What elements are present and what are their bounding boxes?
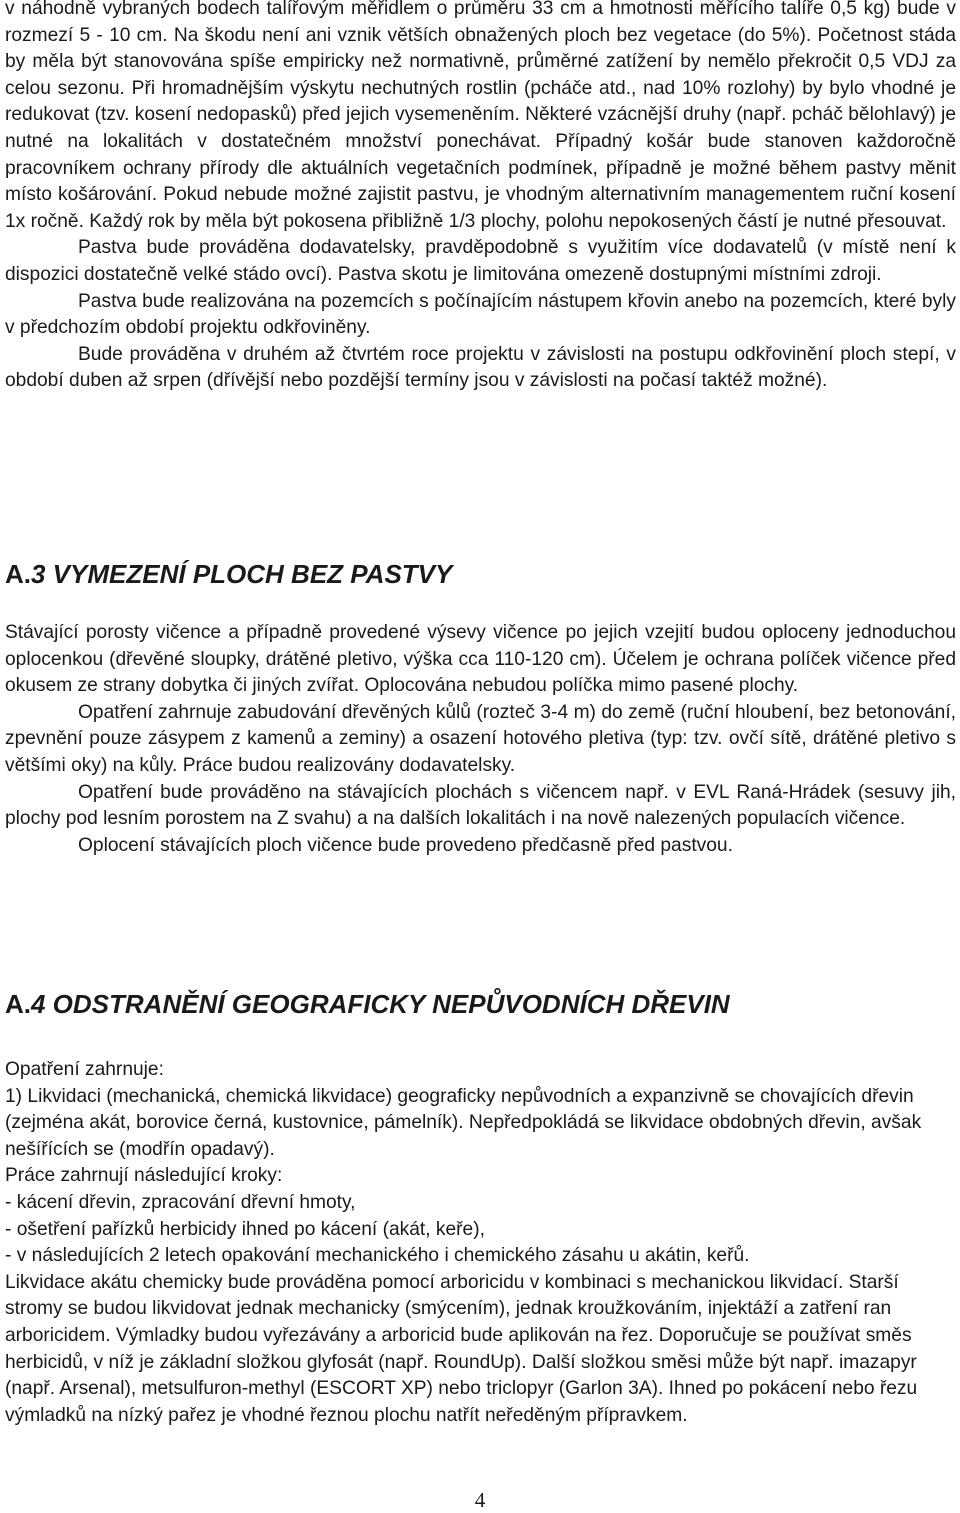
a4-line-5: - ošetření pařízků herbicidy ihned po kácení (akát, keře), (5, 1218, 485, 1240)
a4-line-7: Likvidace akátu chemicky bude prováděna pomocí arboricidu v kombinaci s mechanickou likvidací. Starší stromy se budou likvidovat jednak mechanicky (smýcením), jednak kroužkováním, injektáží a zatření ran arboricidem. Výmladky budou vyřezávány a arboricid bude aplikován na řez. Doporučuje se používat směs herbicidů, v níž je základní složkou glyfosát (např. RoundUp). Další složkou směsi může být např. imazapyr (např. Arsenal), metsulfuron-methyl (ESCORT XP) nebo triclopyr (Garlon 3A). Ihned po pokácení nebo řezu výmladků na nízký pařez je vhodné řeznou plochu natřít neředěným přípravkem. (5, 1271, 918, 1426)
a3-paragraph-2: Opatření zahrnuje zabudování dřevěných kůlů (rozteč 3-4 m) do země (ruční hloubení, bez betonování, zpevnění pouze zásypem z kamenů a zeminy) a osazení hotového pletiva (typ: tzv. ovčí sítě, drátěné pletivo s většími oky) na kůly. Práce budou realizovány dodavatelsky. (5, 701, 956, 776)
intro-paragraph-4: Bude prováděna v druhém až čtvrtém roce projektu v závislosti na postupu odkřovinění ploch stepí, v období duben až srpen (dřívější nebo pozdější termíny jsou v závislosti na počasí taktéž možné). (5, 343, 956, 392)
section-a4-title: 4 ODSTRANĚNÍ GEOGRAFICKY NEPŮVODNÍCH DŘEVIN (31, 989, 730, 1019)
section-a3-heading (5, 558, 956, 590)
a3-paragraph-3: Opatření bude prováděno na stávajících plochách s vičencem např. v EVL Raná-Hrádek (sesuvy jih, plochy pod lesním porostem na Z svahu) a na dalších lokalitách i na nově nalezených populacích vičence. (5, 781, 956, 830)
a4-line-6: - v následujících 2 letech opakování mechanického i chemického zásahu u akátin, keřů. (5, 1245, 750, 1267)
a4-line-1: Opatření zahrnuje: (5, 1059, 164, 1080)
intro-paragraph-1: v náhodně vybraných bodech talířovým měřidlem o průměru 33 cm a hmotnosti měřícího talíře 0,5 kg) bude v rozmezí 5 - 10 cm. Na škodu není ani vznik větších obnažených ploch bez vegetace (do 5%). Početnost stáda by měla být stanovována spíše empiricky než normativně, průměrné zatížení by nemělo překročit 0,5 VDJ za celou sezonu. Při hromadnějším výskytu nechutných rostlin (pcháče atd., nad 10% rozlohy) by bylo vhodné je redukovat (tzv. kosení nedopasků) před jejich vysemeněním. Některé vzácnější druhy (např. pcháč bělohlavý) je nutné na lokalitách v dostatečném množství ponechávat. Případný košár bude stanoven každoročně pracovníkem ochrany přírody dle aktuálních vegetačních podmínek, případně je možné během pastvy měnit místo košárování. Pokud nebude možné zajistit pastvu, je vhodným alternativním managementem ruční kosení 1x ročně. Každý rok by měla být pokosena přibližně 1/3 plochy, polohu nepokosených částí je nutné přesouvat. (5, 0, 956, 232)
a3-paragraph-4: Oplocení stávajících ploch vičence bude provedeno předčasně před pastvou. (78, 834, 733, 856)
section-a3-body (5, 620, 956, 859)
a4-line-3: Práce zahrnují následující kroky: (5, 1165, 283, 1187)
section-a4-number: A. (5, 989, 31, 1019)
a4-line-2: 1) Likvidaci (mechanická, chemická likvidace) geograficky nepůvodních a expanzivně se chovajících dřevin (zejména akát, borovice černá, kustovnice, pámelník). Nepředpokládá se likvidace obdobných dřevin, avšak nešířících se (modřín opadavý). (5, 1085, 922, 1160)
section-a4-body (5, 1057, 956, 1429)
intro-section (5, 0, 956, 395)
section-a3-number: A. (5, 559, 31, 589)
a3-paragraph-1: Stávající porosty vičence a případně provedené výsevy vičence po jejich vzejití budou oploceny jednoduchou oplocenkou (dřevěné sloupky, drátěné pletivo, výška cca 110-120 cm). Účelem je ochrana políček vičence před okusem ze strany dobytka či jiných zvířat. Oplocována nebudou políčka mimo pasené plochy. (5, 622, 956, 697)
section-a3-title: 3 VYMEZENÍ PLOCH BEZ PASTVY (31, 559, 453, 589)
intro-paragraph-3: Pastva bude realizována na pozemcích s počínajícím nástupem křovin anebo na pozemcích, které byly v předchozím období projektu odkřoviněny. (5, 290, 956, 339)
a4-line-4: - kácení dřevin, zpracování dřevní hmoty, (5, 1191, 356, 1213)
page-number: 4 (474, 1488, 486, 1512)
intro-paragraph-2: Pastva bude prováděna dodavatelsky, pravděpodobně s využitím více dodavatelů (v místě není k dispozici dostatečně velké stádo ovcí). Pastva skotu je limitována omezeně dostupnými místními zdroji. (5, 237, 956, 285)
section-a4-heading (5, 988, 956, 1020)
